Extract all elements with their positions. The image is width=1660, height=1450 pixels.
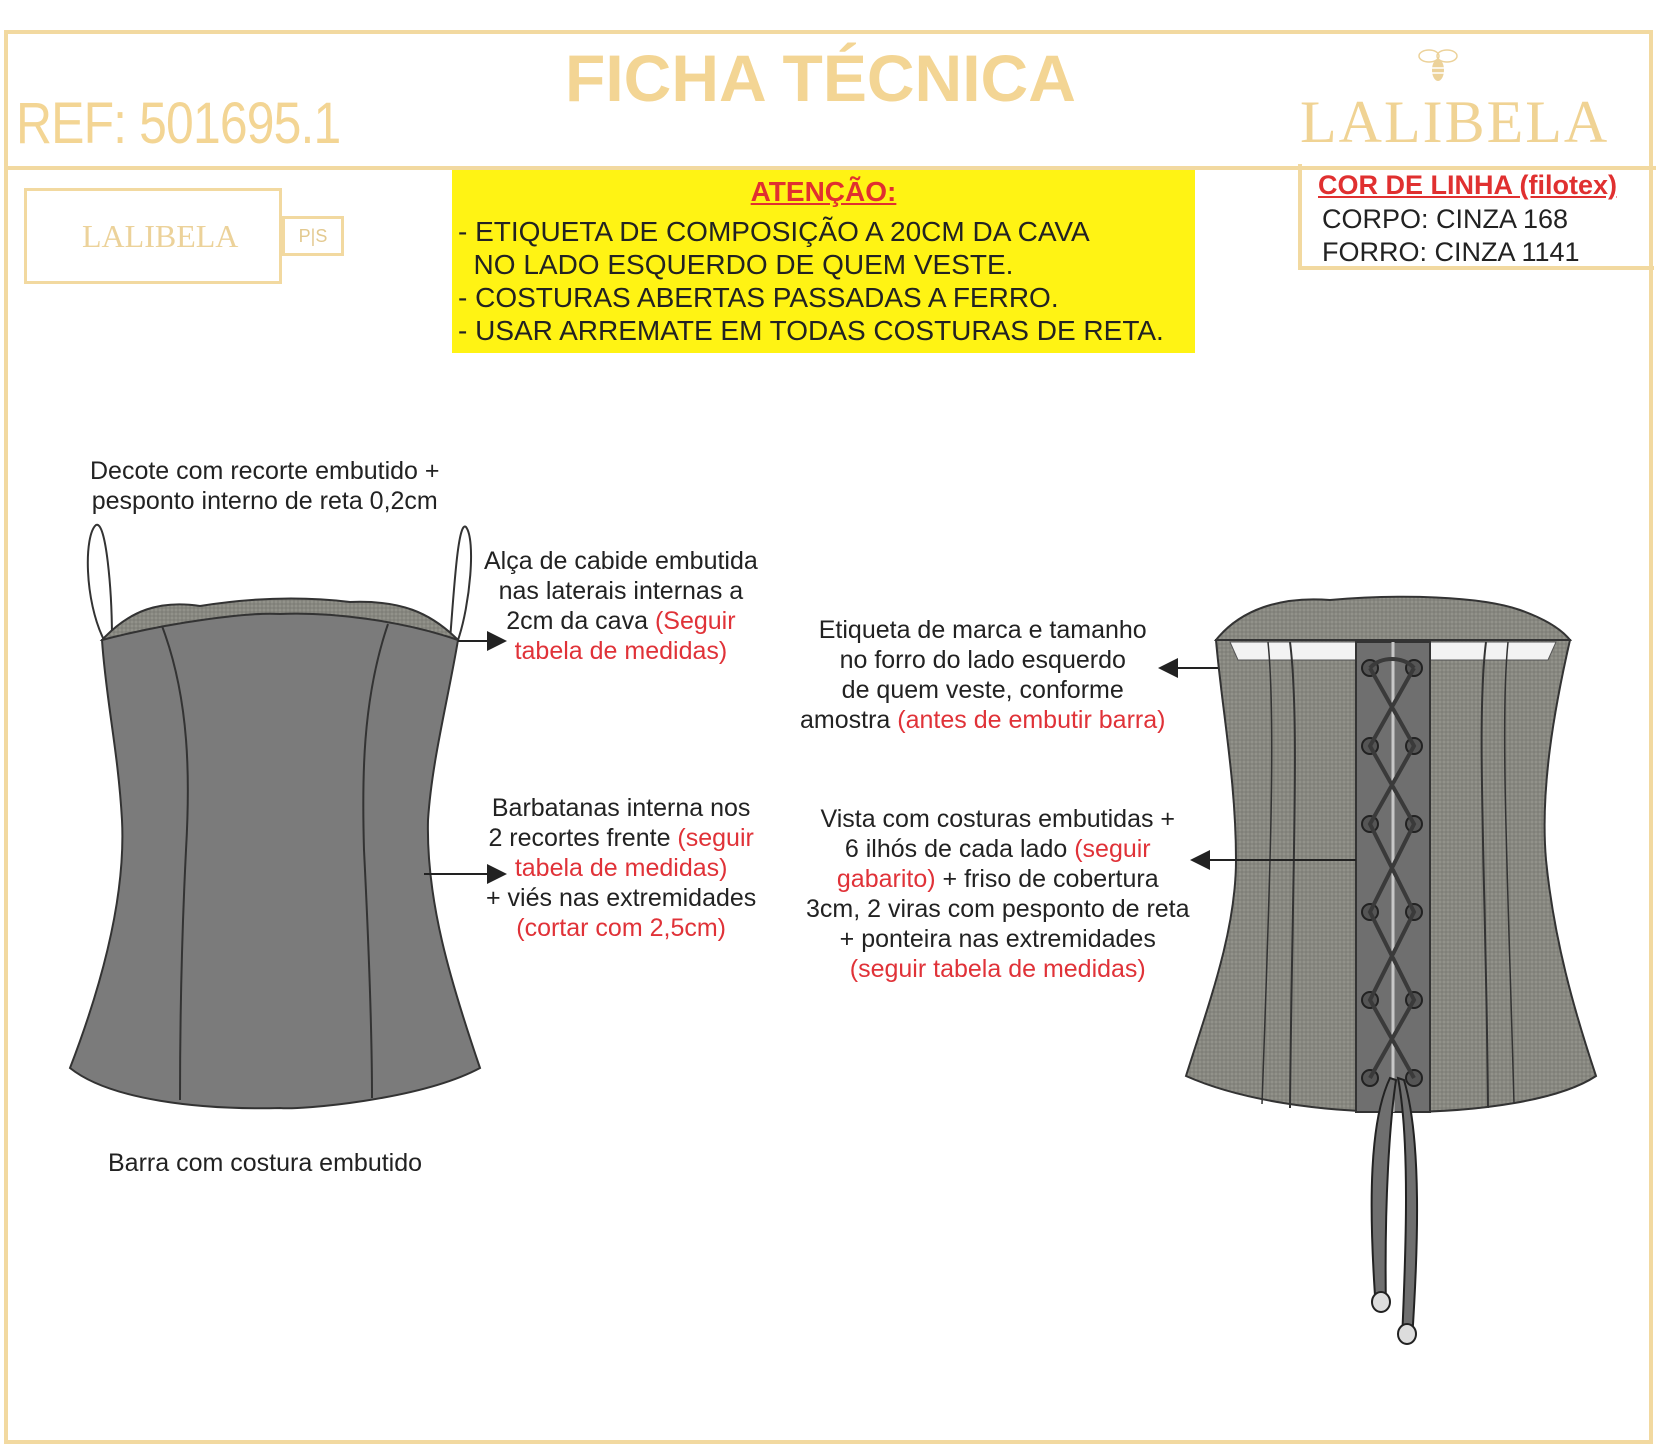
attention-line: - ETIQUETA DE COMPOSIÇÃO A 20CM DA CAVA xyxy=(458,216,1090,247)
attention-line: NO LADO ESQUERDO DE QUEM VESTE. xyxy=(458,249,1014,280)
note-hem: Barra com costura embutido xyxy=(108,1149,423,1177)
note-neckline: Decote com recorte embutido + pesponto interno de reta 0,2cm xyxy=(90,457,440,515)
right-strap xyxy=(450,527,471,640)
note-lacing: Vista com costuras embutidas + 6 ilhós de cada lado (seguir gabarito) + friso de cobertura 3cm, 2 viras com pesponto de reta + ponteira nas extremidades (seguir tabela de medidas) xyxy=(806,805,1190,983)
note-strap: Alça de cabide embutida nas laterais internas a 2cm da cava (Seguir tabela de medidas) xyxy=(484,547,758,665)
front-body xyxy=(70,614,480,1109)
thread-body-color: CORPO: CINZA 168 xyxy=(1322,204,1569,234)
left-strap xyxy=(88,525,112,640)
note-boning: Barbatanas interna nos 2 recortes frente (seguir tabela de medidas) + viés nas extremidades (cortar com 2,5cm) xyxy=(486,794,757,942)
front-view-drawing xyxy=(70,525,505,1108)
brand-logo: LALIBELA xyxy=(1300,89,1610,155)
lacing-tie-right xyxy=(1398,1078,1417,1340)
note-brand-label: Etiqueta de marca e tamanho no forro do lado esquerdo de quem veste, conforme amostra (antes de embutir barra) xyxy=(800,616,1166,734)
size-tag: P|S xyxy=(282,216,344,256)
attention-title: ATENÇÃO: xyxy=(750,176,897,207)
reference-code: REF: 501695.1 xyxy=(16,91,341,156)
thread-lining-color: FORRO: CINZA 1141 xyxy=(1322,237,1580,267)
label-brand-text: LALIBELA xyxy=(82,218,239,254)
attention-line: - USAR ARREMATE EM TODAS COSTURAS DE RETA. xyxy=(458,315,1164,346)
thread-color-title: COR DE LINHA (filotex) xyxy=(1318,170,1617,200)
back-neck-binding xyxy=(1216,597,1570,640)
attention-line: - COSTURAS ABERTAS PASSADAS A FERRO. xyxy=(458,282,1059,313)
back-view-drawing xyxy=(1160,597,1596,1344)
page-title: FICHA TÉCNICA xyxy=(565,41,1076,115)
